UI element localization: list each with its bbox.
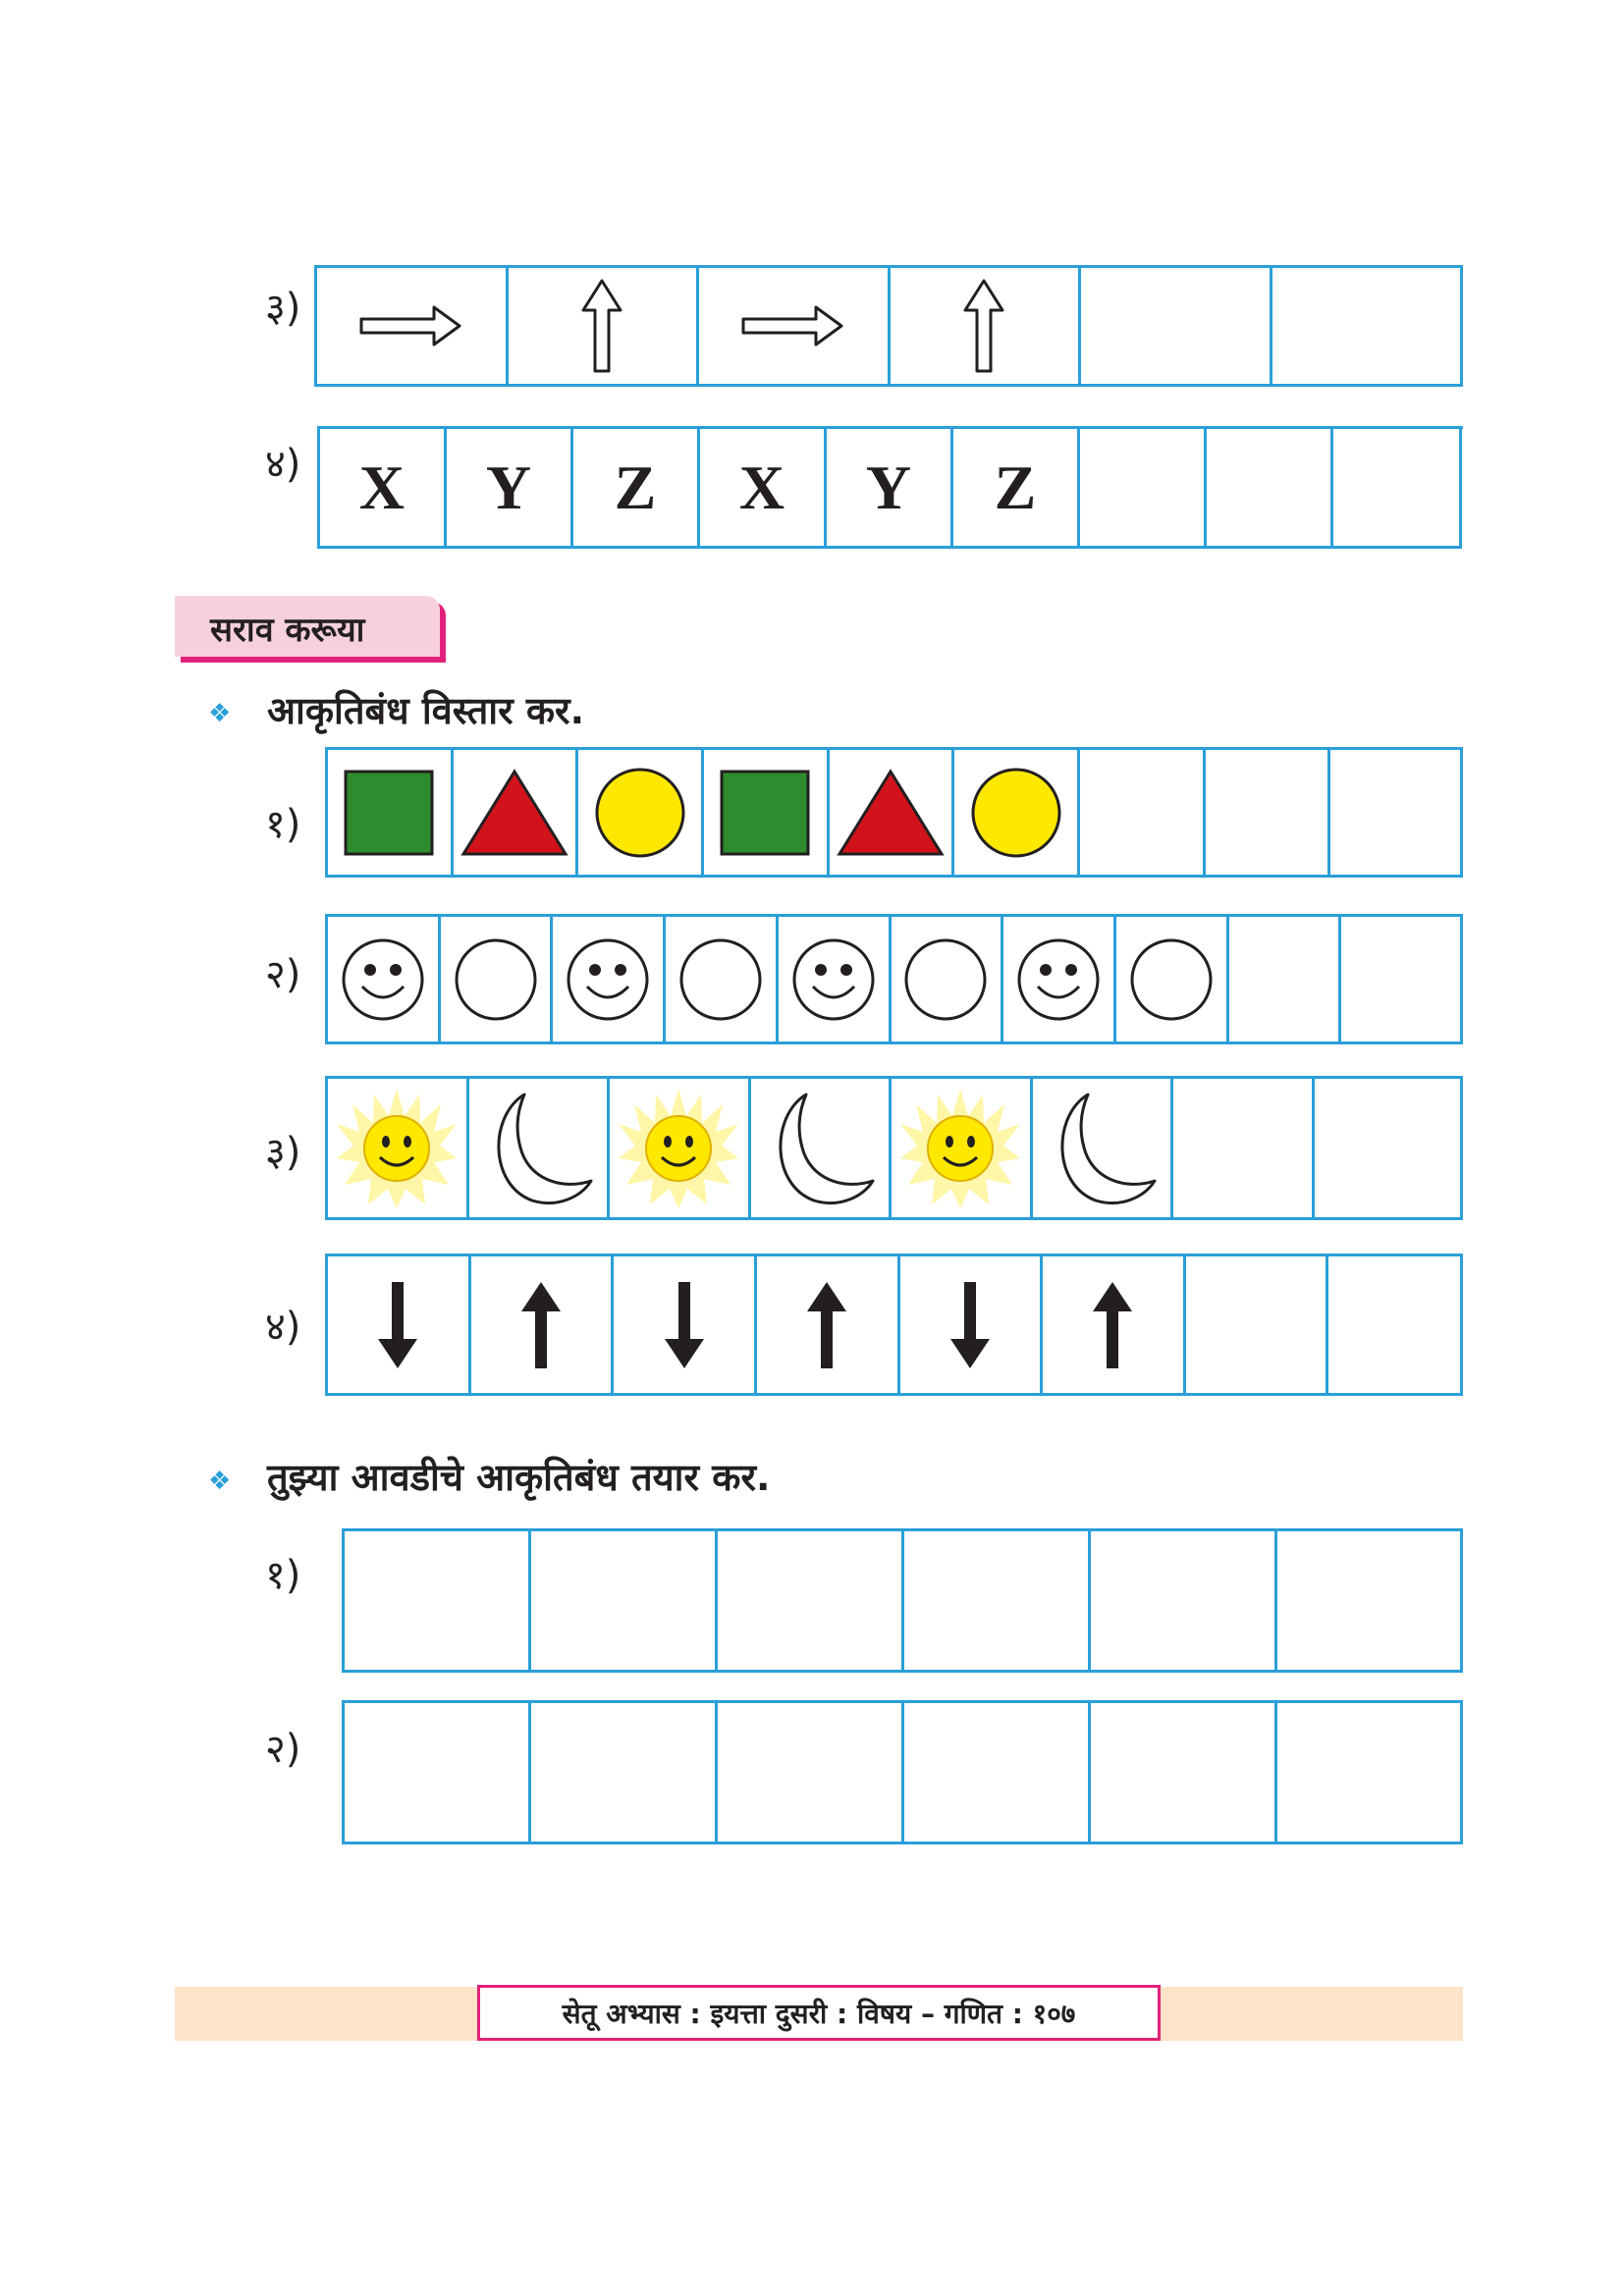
shape-cell xyxy=(1033,1079,1174,1220)
shape-cell xyxy=(704,750,830,878)
section-badge xyxy=(175,596,440,657)
shape-cell xyxy=(1116,917,1229,1044)
letter: Z xyxy=(614,452,657,522)
shape-cell xyxy=(1003,917,1116,1044)
blank-pattern-row xyxy=(342,1528,1463,1673)
arrow-down-icon xyxy=(663,1278,706,1372)
shape-cell xyxy=(610,1079,751,1220)
empty-cell[interactable] xyxy=(1080,429,1207,549)
smiley-icon xyxy=(791,937,876,1022)
outline-arrow-up-icon xyxy=(891,268,1082,387)
pattern-row-letters xyxy=(317,426,1463,549)
outline-arrow-right-icon xyxy=(317,268,509,387)
shape-cell xyxy=(779,917,892,1044)
sun-icon xyxy=(898,1087,1022,1210)
smiley-icon xyxy=(341,937,425,1022)
empty-cell[interactable] xyxy=(531,1703,718,1844)
letter: Z xyxy=(994,452,1037,522)
shape-cell xyxy=(751,1079,893,1220)
empty-cell[interactable] xyxy=(1330,750,1463,878)
shape-cell xyxy=(830,750,955,878)
blank-pattern-row xyxy=(342,1700,1463,1844)
row-label: ३) xyxy=(265,1130,301,1175)
shape-cell xyxy=(614,1256,757,1396)
empty-cell[interactable] xyxy=(1277,1703,1463,1844)
shape-cell xyxy=(892,1079,1033,1220)
circle-icon xyxy=(454,937,538,1022)
shape-cell xyxy=(328,917,441,1044)
empty-cell[interactable] xyxy=(904,1703,1091,1844)
section-badge-label: सराव करूया xyxy=(210,611,365,650)
crescent-moon-icon xyxy=(761,1087,879,1210)
shape-cell xyxy=(900,1256,1044,1396)
empty-cell[interactable] xyxy=(1272,268,1464,387)
red-triangle-icon xyxy=(460,768,569,858)
empty-cell[interactable] xyxy=(345,1703,531,1844)
letter: Y xyxy=(865,452,912,522)
letter-cell xyxy=(953,429,1080,549)
shape-cell xyxy=(471,1256,615,1396)
shape-cell xyxy=(469,1079,611,1220)
pattern-row-solid-arrows xyxy=(325,1254,1463,1396)
letter-cell xyxy=(320,429,447,549)
shape-cell xyxy=(553,917,666,1044)
green-square-icon xyxy=(720,770,810,856)
shape-cell xyxy=(441,917,554,1044)
empty-cell[interactable] xyxy=(1206,750,1331,878)
outline-arrow-right-icon xyxy=(699,268,891,387)
yellow-circle-icon xyxy=(969,766,1063,860)
pattern-row-smileys xyxy=(325,914,1463,1044)
empty-cell[interactable] xyxy=(1081,268,1272,387)
empty-cell[interactable] xyxy=(531,1531,718,1673)
pattern-row-shapes xyxy=(325,747,1463,878)
empty-cell[interactable] xyxy=(1080,750,1206,878)
row-label: ४) xyxy=(265,1305,301,1350)
letter-cell xyxy=(573,429,700,549)
pattern-row-outline-arrows xyxy=(314,265,1463,387)
row-label: ३) xyxy=(265,286,301,331)
shape-cell xyxy=(454,750,579,878)
circle-icon xyxy=(903,937,988,1022)
row-label: २) xyxy=(265,1727,301,1772)
row-label: १) xyxy=(265,1553,301,1598)
outline-arrow-up-icon xyxy=(509,268,700,387)
row-label: २) xyxy=(265,952,301,997)
empty-cell[interactable] xyxy=(718,1703,904,1844)
shape-cell xyxy=(757,1256,900,1396)
empty-cell[interactable] xyxy=(1341,917,1463,1044)
diamond-bullet-icon: ❖ xyxy=(208,1467,232,1496)
empty-cell[interactable] xyxy=(345,1531,531,1673)
letter: X xyxy=(358,452,406,522)
instruction-create: तुझ्या आवडीचे आकृतिबंध तयार कर. xyxy=(267,1456,771,1499)
sun-icon xyxy=(617,1087,740,1210)
empty-cell[interactable] xyxy=(1333,429,1462,549)
empty-cell[interactable] xyxy=(1091,1531,1277,1673)
shape-cell xyxy=(892,917,1004,1044)
letter-cell xyxy=(700,429,827,549)
empty-cell[interactable] xyxy=(1315,1079,1463,1220)
empty-cell[interactable] xyxy=(1207,429,1333,549)
letter-cell xyxy=(827,429,953,549)
shape-cell xyxy=(328,1256,471,1396)
yellow-circle-icon xyxy=(593,766,687,860)
shape-cell xyxy=(1043,1256,1186,1396)
arrow-down-icon xyxy=(376,1278,419,1372)
shape-cell xyxy=(328,1079,469,1220)
shape-cell xyxy=(666,917,779,1044)
empty-cell[interactable] xyxy=(718,1531,904,1673)
crescent-moon-icon xyxy=(1043,1087,1161,1210)
arrow-up-icon xyxy=(519,1278,563,1372)
shape-cell xyxy=(328,750,454,878)
empty-cell[interactable] xyxy=(1173,1079,1315,1220)
green-square-icon xyxy=(344,770,434,856)
arrow-down-icon xyxy=(948,1278,992,1372)
crescent-moon-icon xyxy=(479,1087,597,1210)
letter: X xyxy=(738,452,785,522)
shape-cell xyxy=(578,750,704,878)
instruction-extend: आकृतिबंध विस्तार कर. xyxy=(267,689,585,732)
empty-cell[interactable] xyxy=(1186,1256,1329,1396)
circle-icon xyxy=(678,937,763,1022)
row-label: ४) xyxy=(265,442,301,487)
smiley-icon xyxy=(1016,937,1101,1022)
circle-icon xyxy=(1129,937,1214,1022)
red-triangle-icon xyxy=(836,768,946,858)
pattern-row-sun-moon xyxy=(325,1076,1463,1220)
letter: Y xyxy=(485,452,532,522)
empty-cell[interactable] xyxy=(904,1531,1091,1673)
sun-icon xyxy=(335,1087,459,1210)
empty-cell[interactable] xyxy=(1277,1531,1463,1673)
letter-cell xyxy=(447,429,573,549)
shape-cell xyxy=(954,750,1080,878)
footer-label: सेतू अभ्यास : इयत्ता दुसरी : विषय – गणित : १०७ xyxy=(477,1985,1161,2041)
smiley-icon xyxy=(566,937,650,1022)
arrow-up-icon xyxy=(1091,1278,1134,1372)
arrow-up-icon xyxy=(805,1278,848,1372)
empty-cell[interactable] xyxy=(1091,1703,1277,1844)
empty-cell[interactable] xyxy=(1328,1256,1463,1396)
row-label: १) xyxy=(265,802,301,847)
diamond-bullet-icon: ❖ xyxy=(208,699,232,728)
empty-cell[interactable] xyxy=(1229,917,1342,1044)
